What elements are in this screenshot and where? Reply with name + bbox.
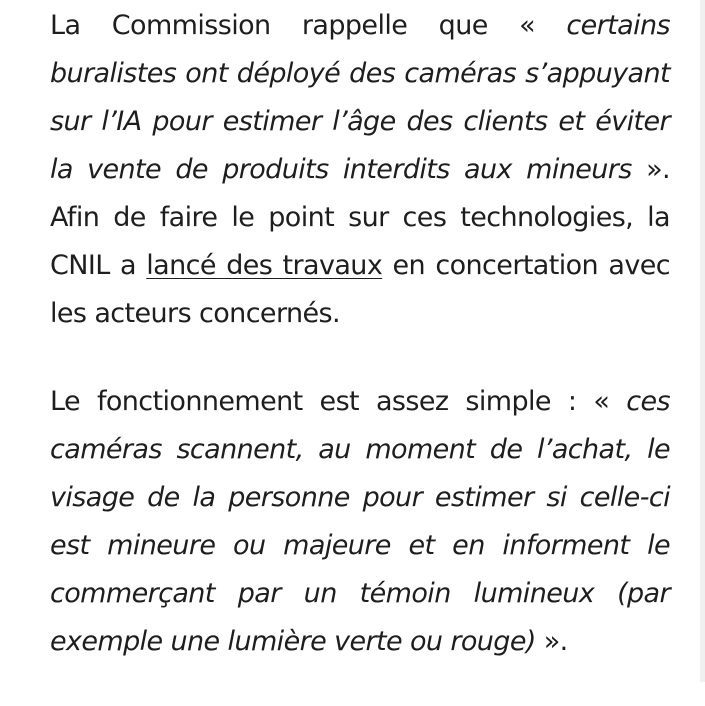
paragraph-1-lead: La Commission rappelle que « (50, 10, 567, 41)
paragraph-camera-intro (50, 2, 670, 338)
paragraph-1-after-quote: ». Afin de faire le point sur ces technologies, la CNIL a (50, 154, 670, 281)
paragraph-2-end: ». (535, 626, 568, 657)
quote-commission: certains buralistes ont déployé des caméras s’appuyant sur l’IA pour estimer l’âge des clients et éviter la vente de produits interdits aux mineurs (50, 10, 670, 185)
page-edge (700, 0, 705, 682)
paragraph-2-lead: Le fonctionnement est assez simple : « (50, 386, 627, 417)
link-travaux[interactable]: lancé des travaux (146, 250, 383, 281)
paragraph-functioning (50, 378, 670, 666)
paragraph-1-end: en concertation avec les acteurs concernés. (50, 250, 670, 329)
quote-functioning: ces caméras scannent, au moment de l’achat, le visage de la personne pour estimer si celle-ci est mineure ou majeure et en informent le commerçant par un témoin lumineux (par exemple une lumière verte ou rouge) (50, 386, 670, 657)
article-body (50, 2, 670, 706)
